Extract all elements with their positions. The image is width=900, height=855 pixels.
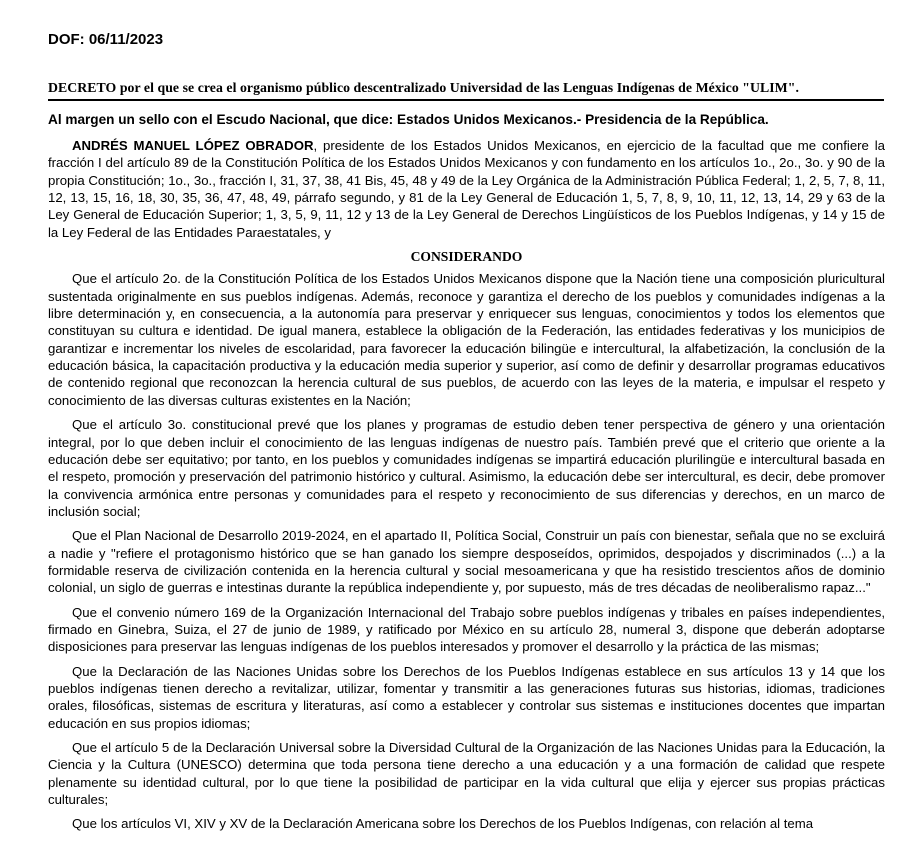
margin-note: Al margen un sello con el Escudo Nacional, que dice: Estados Unidos Mexicanos.- Presidencia de la República. <box>48 112 769 127</box>
document-body <box>48 137 885 840</box>
decree-title: DECRETO por el que se crea el organismo público descentralizado Universidad de las Lenguas Indígenas de México "ULIM". <box>48 80 799 95</box>
preamble-paragraph <box>48 137 885 241</box>
title-divider <box>48 99 884 101</box>
considerando-paragraph: Que el artículo 5 de la Declaración Universal sobre la Diversidad Cultural de la Organización de las Naciones Unidas para la Educación, la Ciencia y la Cultura (UNESCO) determina que toda persona tiene derecho a una educación y a una formación de calidad que respete plenamente su identidad cultural, por lo que tiene la posibilidad de participar en la vida cultural que elija y ejercer sus propias prácticas culturales; <box>48 740 885 808</box>
preamble-text: , presidente de los Estados Unidos Mexicanos, en ejercicio de la facultad que me confiere la fracción I del artículo 89 de la Constitución Política de los Estados Unidos Mexicanos y con fundamento en los artículos 1o., 2o., 3o. y 90 de la propia Constitución; 1o., 3o., fracción I, 31, 37, 38, 41 Bis, 45, 48 y 49 de la Ley Orgánica de la Administración Pública Federal; 1, 2, 5, 7, 8, 11, 12, 13, 15, 16, 18, 30, 35, 36, 47, 48, 49, párrafo segundo, y 81 de la Ley General de Educación 1, 5, 7, 8, 9, 10, 11, 12, 13, 14, 29 y 63 de la Ley General de Educación Superior; 1, 3, 5, 9, 11, 12 y 13 de la Ley General de Derechos Lingüísticos de los Pueblos Indígenas, y 14 y 15 de la Ley Federal de las Entidades Paraestatales, y <box>48 138 885 240</box>
considerando-paragraph: Que la Declaración de las Naciones Unidas sobre los Derechos de los Pueblos Indígenas establece en sus artículos 13 y 14 que los pueblos indígenas tienen derecho a revitalizar, utilizar, fomentar y transmitir a las generaciones futuras sus historias, idiomas, tradiciones orales, filosóficas, sistemas de escritura y literaturas, así como a establecer y controlar sus sistemas e instituciones docentes que impartan educación en sus propios idiomas; <box>48 663 885 731</box>
considerando-paragraph: Que el convenio número 169 de la Organización Internacional del Trabajo sobre pueblos indígenas y tribales en países independientes, firmado en Ginebra, Suiza, el 27 de junio de 1989, y ratificado por México en su artículo 28, numeral 3, dispone que deberán adoptarse disposiciones para preservar las lenguas indígenas de los pueblos interesados y promover el desarrollo y la práctica de las mismas; <box>48 604 885 655</box>
president-name: ANDRÉS MANUEL LÓPEZ OBRADOR <box>72 138 314 153</box>
considerando-paragraph: Que el artículo 3o. constitucional prevé que los planes y programas de estudio deben tener perspectiva de género y una orientación integral, por lo que deben incluir el conocimiento de las lenguas indígenas de nuestro país. También prevé que el criterio que oriente a la educación debe ser equitativo; por tanto, en los pueblos y comunidades indígenas se impartirá educación plurilingüe e intercultural basada en el respeto, promoción y preservación del patrimonio histórico y cultural. Asimismo, la educación debe ser intercultural, es decir, debe promover la convivencia armónica entre personas y comunidades para el respeto y reconocimiento de sus diferencias y derechos, en un marco de inclusión social; <box>48 417 885 519</box>
considerando-heading: CONSIDERANDO <box>410 249 523 265</box>
dof-date: DOF: 06/11/2023 <box>48 31 164 48</box>
considerando-paragraph: Que el artículo 2o. de la Constitución Política de los Estados Unidos Mexicanos dispone que la Nación tiene una composición pluricultural sustentada originalmente en sus pueblos indígenas. Además, reconoce y garantiza el derecho de los pueblos y comunidades indígenas a la libre determinación y, en consecuencia, a la autonomía para preservar y enriquecer sus lenguas, conocimientos y todos los elementos que constituyan su cultura e identidad. De igual manera, establece la obligación de la Federación, las entidades federativas y los municipios de garantizar e incrementar los niveles de escolaridad, para favorecer la educación bilingüe e intercultural, la alfabetización, la conclusión de la educación básica, la capacitación productiva y la educación media superior y superior, así como de definir y desarrollar programas educativos de contenido regional que reconozcan la herencia cultural de sus pueblos, de acuerdo con las leyes de la materia, e impulsar el respeto y conocimiento de las diversas culturas existentes en la Nación; <box>48 271 885 408</box>
considerando-paragraph: Que los artículos VI, XIV y XV de la Declaración Americana sobre los Derechos de los Pueblos Indígenas, con relación al tema <box>72 816 814 832</box>
considerando-paragraph: Que el Plan Nacional de Desarrollo 2019-2024, en el apartado II, Política Social, Construir un país con bienestar, señala que no se excluirá a nadie y "refiere el protagonismo histórico que se han ganado los siempre desposeídos, oprimidos, despojados y discriminados (...) a la formidable reserva de civilización contenida en la herencia cultural y social mesoamericana y que ha resistido trescientos años de dominio colonial, un siglo de guerras e intestinas durante la república independiente y, por supuesto, más de tres décadas de neoliberalismo rapaz..." <box>48 528 885 596</box>
